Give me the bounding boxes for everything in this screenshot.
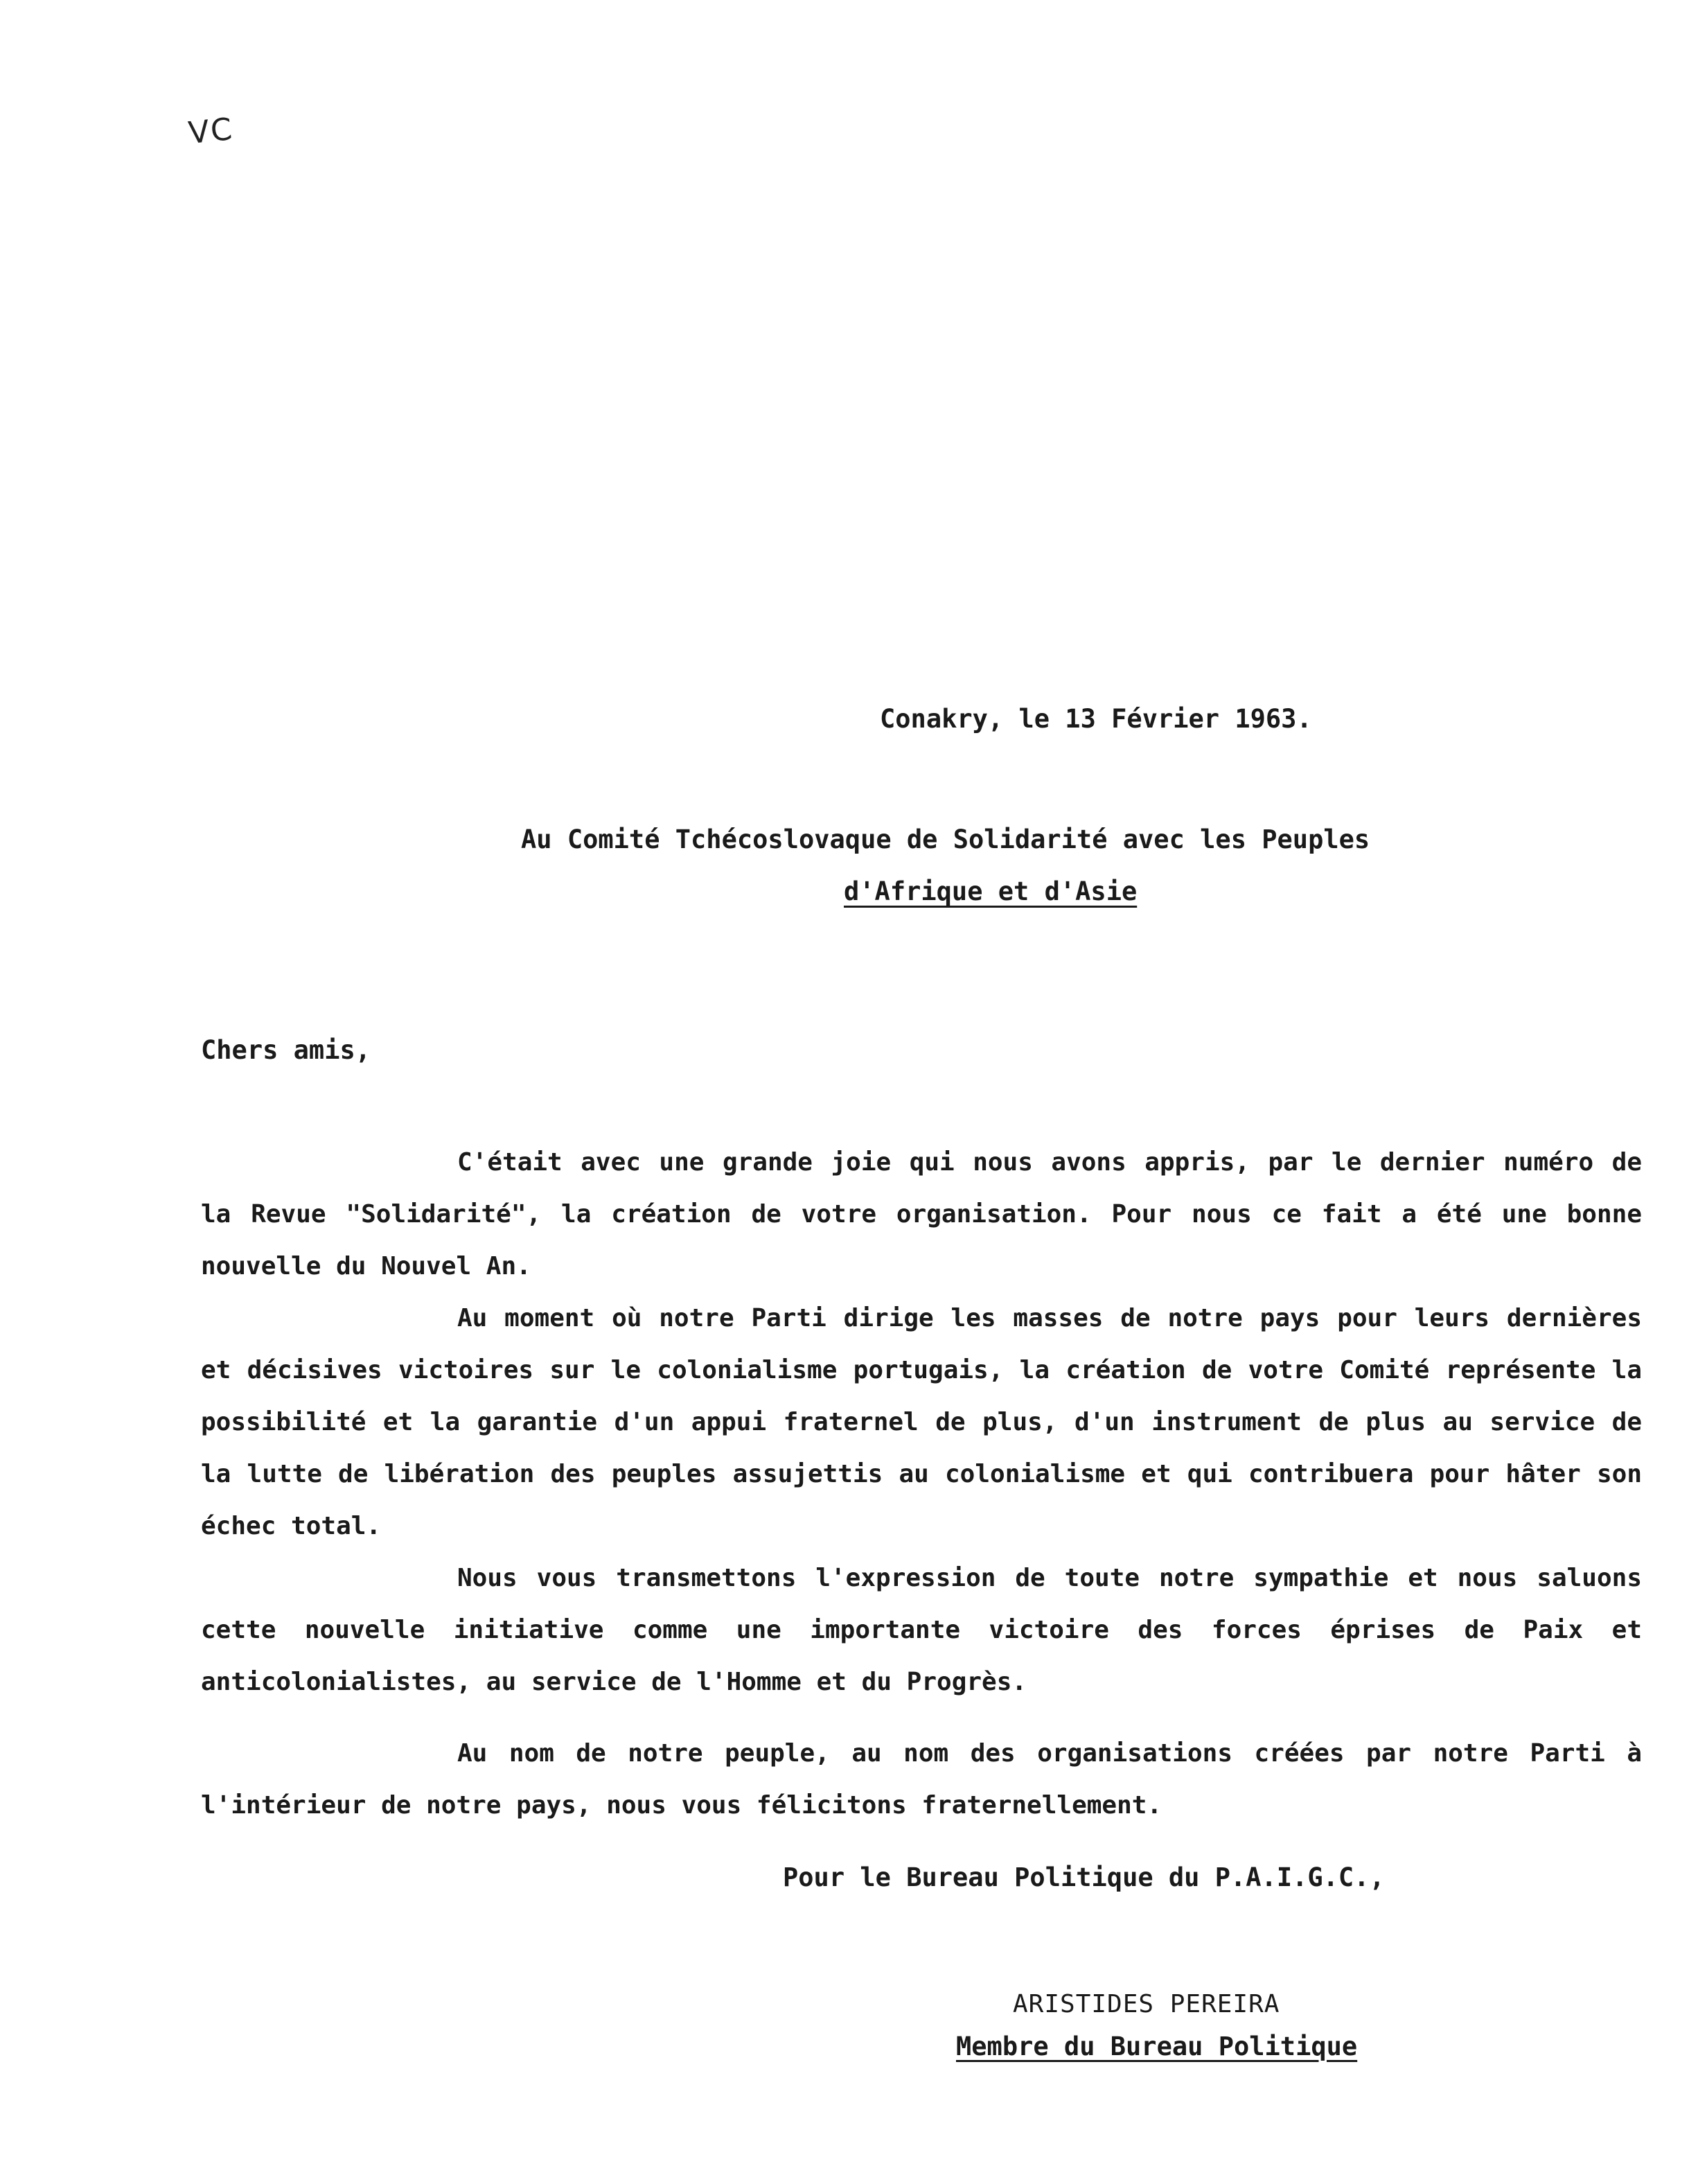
body-paragraph: Au nom de notre peuple, au nom des organisations créées par notre Parti à l'intérieur de notre pays, nous vous félicitons fraternellement.: [201, 1739, 1642, 1820]
date-line: Conakry, le 13 Février 1963.: [880, 704, 1312, 734]
handwritten-mark: VC: [186, 111, 236, 152]
body-paragraph: C'était avec une grande joie qui nous avons appris, par le dernier numéro de la Revue "Solidarité", la création de votre organisation. Pour nous ce fait a été une bonne nouvelle du Nouvel An.: [201, 1148, 1642, 1280]
body-paragraph: Au moment où notre Parti dirige les masses de notre pays pour leurs dernières et décisives victoires sur le colonialisme portugais, la création de votre Comité représente la possibilité et la garantie d'un appui fraternel de plus, d'un instrument de plus au service de la lutte de libération des peuples assujettis au colonialisme et qui contribuera pour hâter son échec total.: [201, 1304, 1642, 1540]
signatory-name: ARISTIDES PEREIRA: [1013, 1990, 1280, 2018]
body-paragraph: Nous vous transmettons l'expression de toute notre sympathie et nous saluons cette nouvelle initiative comme une importante victoire des forces éprises de Paix et anticolonialistes, au service de l'Homme et du Progrès.: [201, 1564, 1642, 1696]
salutation: Chers amis,: [201, 1035, 371, 1065]
closing-line: Pour le Bureau Politique du P.A.I.G.C.,: [783, 1862, 1385, 1892]
signatory-title: Membre du Bureau Politique: [956, 2032, 1358, 2061]
letter-body: [201, 1136, 1642, 1831]
recipient-line-1: Au Comité Tchécoslovaque de Solidarité avec les Peuples: [521, 825, 1370, 854]
recipient-line-2: d'Afrique et d'Asie: [844, 877, 1138, 906]
recipient-address: [521, 825, 1491, 906]
